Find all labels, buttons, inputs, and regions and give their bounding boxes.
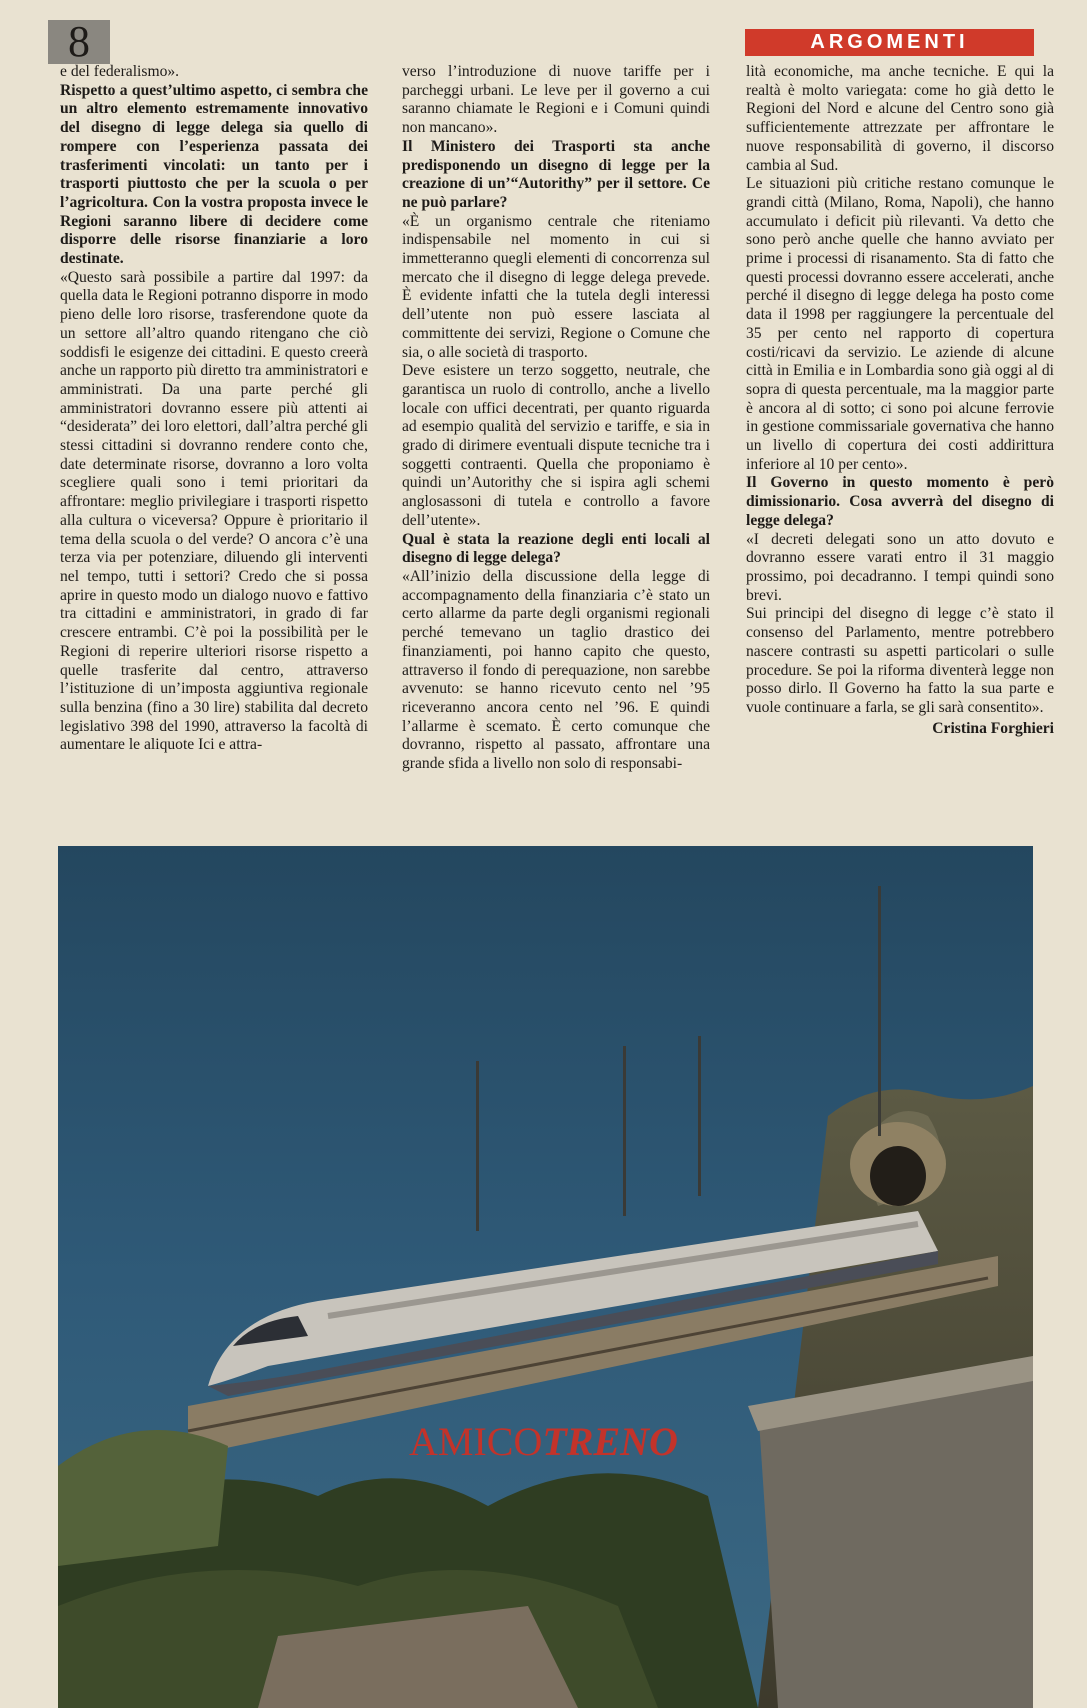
article-paragraph: e del federalismo». bbox=[60, 63, 180, 80]
article-paragraph: «Questo sarà possibile a partire dal 1997: da quella data le Regioni potranno disporre in modo pieno delle loro risorse, trasferendone quote da un settore all’altro quando ritengano che ciò soddisfi le esigenze dei cittadini. E questo creerà anche un rapporto più diretto tra amministratori e amministrati. Da una parte perché gli amministratori dovranno essere più attenti ai “desiderata” dei loro elettori, dall’altra perché gli stessi cittadini si dovranno rendere conto che, date determinate risorse, dovranno a loro volta scegliere quali sono i temi prioritari da affrontare: meglio privilegiare i trasporti rispetto alla cultura o viceversa? Oppure è prioritario il tema della scuola o del verde? O ancora c’è una terza via per potenziare, diluendo gli interventi nel tempo, tutti i settori? Credo che si possa aprire in questo modo un dialogo nuovo e fattivo tra cittadini e amministratori, in grado di far crescere entrambi. C’è poi la possibilità per le Regioni di reperire ulteriori risorse rispetto a quelle trasferite dal centro, attraverso l’istituzione di un’imposta aggiuntiva regionale sulla benzina (fino a 30 lire) stabilita dal decreto legislativo 398 del 1990, attraverso la facoltà di aumentare le aliquote Ici e attra- bbox=[60, 268, 368, 754]
train-coast-photo bbox=[58, 846, 1033, 1708]
interview-question: Il Governo in questo momento è però dimissionario. Cosa avverrà del disegno di legge delega? bbox=[746, 474, 1054, 529]
article-paragraph: «I decreti delegati sono un atto dovuto e dovranno essere varati entro il 31 maggio prossimo, poi decadranno. I tempi quindi sono brevi. bbox=[746, 530, 1054, 604]
article-paragraph: lità economiche, ma anche tecniche. E qui la realtà è molto variegata: come ho già detto le Regioni del Nord e alcune del Centro sono già sufficientemente attrezzate per affrontare le nuove responsabilità di governo, il discorso cambia al Sud. bbox=[746, 63, 1054, 174]
article-paragraph: Sui principi del disegno di legge c’è stato il consenso del Parlamento, mentre potrebbero nascere contrasti su aspetti particolari o sulle procedure. Se poi la riforma diventerà legge non posso dirlo. Il Governo ha fatto la sua parte e vuole continuare a farla, se gli sarà consentito». bbox=[746, 605, 1054, 716]
article-paragraph: «All’inizio della discussione della legge di accompagnamento della finanziaria c’è stato un certo allarme da parte degli organismi regionali perché temevano un taglio drastico dei finanziamenti, poi hanno capito che questo, attraverso il fondo di perequazione, non sarebbe avvenuto: se hanno ricevuto cento nel ’95 riceveranno ancora cento nel ’96. E quindi l’allarme è scemato. È certo comunque che dovranno, rispetto al passato, affrontare una grande sfida a livello non solo di responsabi- bbox=[402, 567, 710, 773]
interview-question: Il Ministero dei Trasporti sta anche predisponendo un disegno di legge per la creazione di un’“Autorithy” per il settore. Ce ne può parlare? bbox=[402, 137, 710, 211]
interview-question: Rispetto a quest’ultimo aspetto, ci sembra che un altro elemento estremamente innovativo del disegno di legge delega sia quello di rompere con l’esperienza passata dei trasferimenti vincolati: un tanto per i trasporti piuttosto che per la scuola o per l’agricoltura. Con la vostra proposta invece le Regioni saranno libere di decidere come disporre delle risorse finanziarie a loro destinate. bbox=[60, 81, 368, 268]
article-paragraph: verso l’introduzione di nuove tariffe per i parcheggi urbani. Le leve per il governo a cui saranno chiamate le Regioni e i Comuni quindi non mancano». bbox=[402, 63, 710, 137]
article-paragraph: Le situazioni più critiche restano comunque le grandi città (Milano, Roma, Napoli), che hanno accumulato i deficit più rilevanti. Va detto che sono però anche quelle che hanno avviato per prime i processi di risanamento. Sta di fatto che questi processi dovranno essere accelerati, anche perché il disegno di legge delega ha posto come data il 1998 per raggiungere la percentuale del 35 per cento nel rapporto di copertura costi/ricavi da servizio. Le aziende di alcune città in Emilia e in Lombardia sono già oggi al di sopra di questa percentuale, ma la maggior parte è ancora al di sotto; ci sono poi alcune ferrovie in gestione commissariale governativa che hanno un livello di copertura dei costi addirittura inferiore al 10 per cento». bbox=[746, 175, 1054, 473]
article-column-1 bbox=[60, 63, 368, 755]
article-paragraph: «È un organismo centrale che riteniamo indispensabile nel momento in cui si immetteranno quegli elementi di concorrenza sul mercato che il disegno di legge delega prevede. È evidente infatti che la tutela degli interessi dell’utente non può essere lasciata al committente dei servizi, Regione o Comune che sia, o alle società di trasporto. bbox=[402, 212, 710, 361]
section-tag: ARGOMENTI bbox=[745, 29, 1034, 56]
page-number: 8 bbox=[48, 20, 110, 64]
interview-question: Qual è stata la reazione degli enti locali al disegno di legge delega? bbox=[402, 530, 710, 567]
author-signature: Cristina Forghieri bbox=[932, 719, 1054, 737]
article-paragraph: Deve esistere un terzo soggetto, neutrale, che garantisca un ruolo di controllo, anche a livello locale con uffici decentrati, per quanto riguarda ad esempio qualità del servizio e tariffe, e sia in grado di dirimere eventuali dispute tecniche tra i soggetti contraenti. Quella che proponiamo è quindi un’Autorithy che si ispira agli schemi anglosassoni di tutela e controllo a favore dell’utente». bbox=[402, 362, 710, 529]
article-column-3 bbox=[746, 63, 1054, 738]
brand-plain: AMICO bbox=[409, 1419, 543, 1464]
brand-italic: TRENO bbox=[542, 1419, 678, 1464]
article-column-2 bbox=[402, 63, 710, 774]
magazine-brand bbox=[0, 1418, 1087, 1465]
